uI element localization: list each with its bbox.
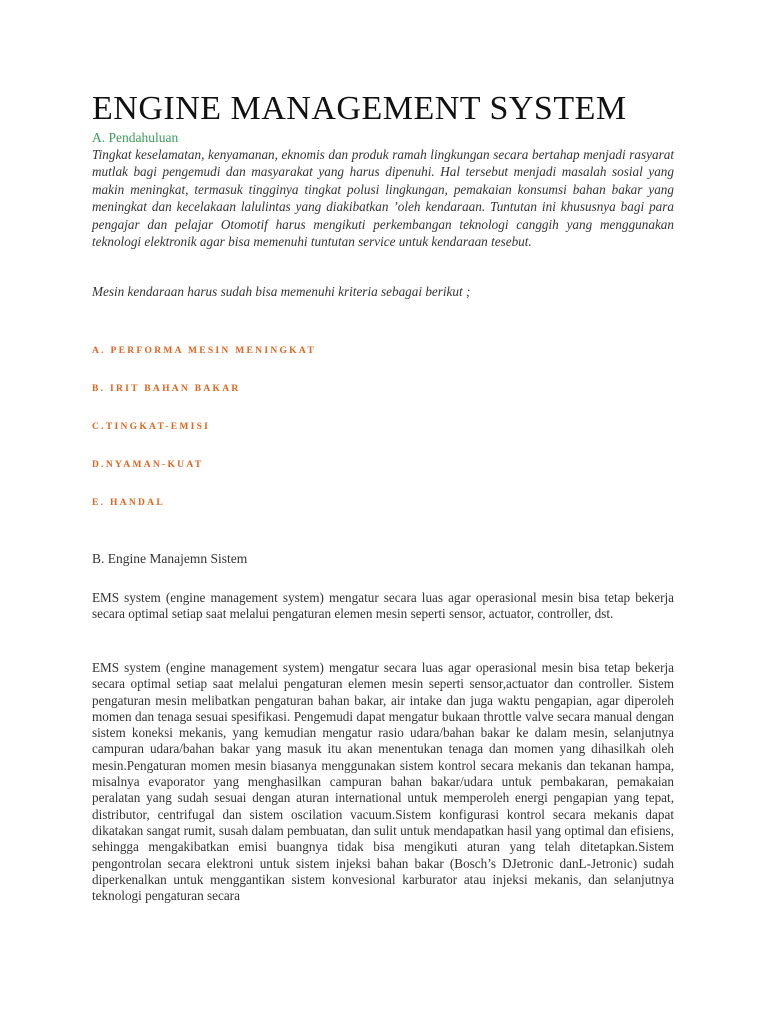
criteria-item: A. PERFORMA MESIN MENINGKAT	[92, 346, 316, 356]
criteria-list	[92, 346, 316, 536]
intro-paragraph: Tingkat keselamatan, kenyamanan, eknomis dan produk ramah lingkungan secara bertahap menjadi rasyarat mutlak bagi pengemudi dan masyarakat yang harus dipenuhi. Hal tersebut menjadi masalah sosial yang makin meningkat, termasuk tingginya tingkat polusi lingkungan, pemakaian konsumsi bahan bakar yang meningkat dan kecelakaan lalulintas yang diakibatkan ’oleh kendaraan. Tuntutan ini khususnya bagi para pengajar dan pelajar Otomotif harus mengikuti perkembangan teknologi canggih yang menggunakan teknologi elektronik agar bisa memenuhi tuntutan service untuk kendaraan tesebut.	[92, 147, 674, 250]
criteria-item: C.TINGKAT-EMISI	[92, 422, 211, 432]
section-b-heading: B. Engine Manajemn Sistem	[92, 551, 248, 566]
body-paragraph-1: EMS system (engine management system) mengatur secara luas agar operasional mesin bisa tetap bekerja secara optimal setiap saat melalui pengaturan elemen mesin seperti sensor, actuator, controller, dst.	[92, 590, 674, 622]
document-title: ENGINE MANAGEMENT SYSTEM	[92, 90, 627, 127]
criteria-item: E. HANDAL	[92, 498, 165, 508]
criteria-item: B. IRIT BAHAN BAKAR	[92, 384, 241, 394]
section-a-heading: A. Pendahuluan	[92, 130, 179, 145]
criteria-sentence: Mesin kendaraan harus sudah bisa memenuhi kriteria sebagai berikut ;	[92, 284, 471, 299]
criteria-item: D.NYAMAN-KUAT	[92, 460, 204, 470]
body-paragraph-2: EMS system (engine management system) mengatur secara luas agar operasional mesin bisa tetap bekerja secara optimal setiap saat melalui pengaturan elemen mesin seperti sensor,actuator dan controller. Sistem pengaturan mesin melibatkan pengaturan bahan bakar, air intake dan juga waktu pengapian, agar diperoleh momen dan tenaga sesuai spesifikasi. Pengemudi dapat mengatur bukaan throttle valve secara manual dengan sistem koneksi mekanis, yang kemudian mengatur rasio udara/bahan bakar ke dalam mesin, selanjutnya campuran udara/bahan bakar yang masuk itu akan menentukan tenaga dan momen yang dihasilkah oleh mesin.Pengaturan momen mesin biasanya menggunakan sistem kontrol secara mekanis dan tekanan hampa, misalnya evaporator yang menghasilkan campuran bahan bakar/udara untuk pembakaran, pemakaian peralatan yang sudah sesuai dengan aturan international untuk memperoleh energi pengapian yang tepat, distributor, centrifugal dan sistem oscilation vacuum.Sistem konfigurasi kontrol secara mekanis dapat dikatakan sangat rumit, susah dalam pembuatan, dan sulit untuk mendapatkan hasil yang optimal dan efisiens, sehingga mengakibatkan emisi buangnya tidak bisa mengikuti aturan yang telah ditetapkan.Sistem pengontrolan secara elektroni untuk sistem injeksi bahan bakar (Bosch’s DJetronic danL-Jetronic) sudah diperkenalkan untuk menggantikan sistem konvesional karburator atau injeksi mekanis, dan selanjutnya teknologi pengaturan secara	[92, 660, 674, 904]
